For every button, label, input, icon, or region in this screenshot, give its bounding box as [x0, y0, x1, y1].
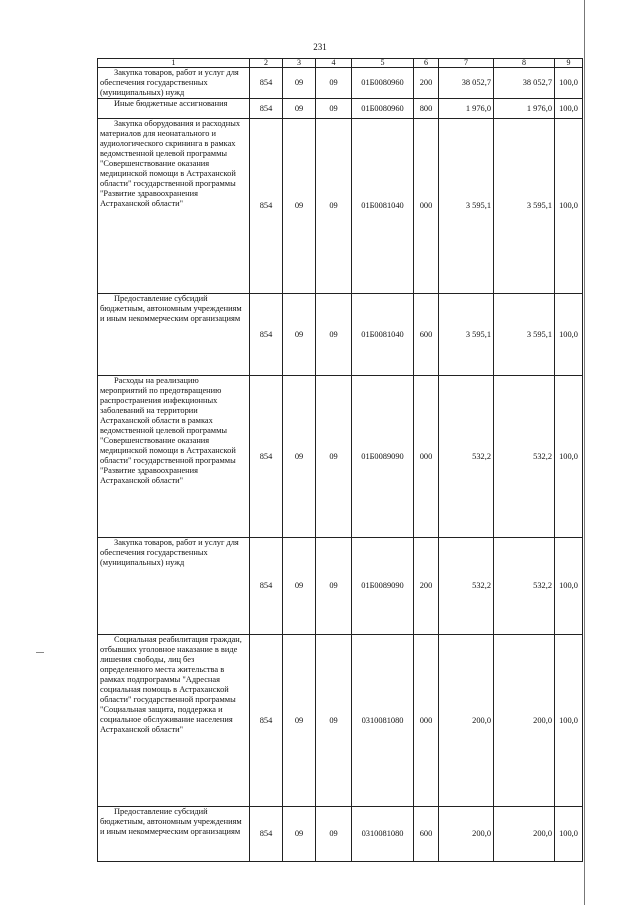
row-admin-code: 854 — [250, 119, 283, 294]
table-body — [98, 68, 583, 862]
row-admin-code: 854 — [250, 635, 283, 807]
table-row — [98, 635, 583, 807]
row-target-article: 01Б0080960 — [352, 99, 414, 119]
row-admin-code: 854 — [250, 807, 283, 862]
row-subsection: 09 — [316, 119, 352, 294]
row-admin-code: 854 — [250, 68, 283, 99]
table-row — [98, 119, 583, 294]
row-target-article: 0310081080 — [352, 807, 414, 862]
column-header-7: 7 — [439, 59, 494, 68]
row-description: Расходы на реализацию мероприятий по предотвращению распространения инфекционных заболеваний на территории Астраханской области в рамках ведомственной целевой программы "Совершенствование оказания медицинской помощи в Астраханской области" государственной программы "Развитие здравоохранения Астраханской области" — [98, 376, 250, 538]
row-expense-type: 600 — [414, 294, 439, 376]
row-target-article: 01Б0089090 — [352, 538, 414, 635]
budget-table — [97, 58, 583, 862]
row-planned-amount: 1 976,0 — [439, 99, 494, 119]
column-header-1: 1 — [98, 59, 250, 68]
row-expense-type: 000 — [414, 376, 439, 538]
row-admin-code: 854 — [250, 294, 283, 376]
row-description: Социальная реабилитация граждан, отбывших уголовное наказание в виде лишения свободы, лиц без определенного места жительства в рамках подпрограммы "Адресная социальная помощь в Астраханской области" государственной программы "Социальная защита, поддержка и социальное обслуживание населения Астраханской области" — [98, 635, 250, 807]
row-section: 09 — [283, 635, 316, 807]
row-subsection: 09 — [316, 68, 352, 99]
column-header-4: 4 — [316, 59, 352, 68]
row-target-article: 01Б0089090 — [352, 376, 414, 538]
column-header-8: 8 — [494, 59, 555, 68]
row-description: Закупка оборудования и расходных материалов для неонатального и аудиологического скрининга в рамках ведомственной целевой программы "Совершенствование оказания медицинской помощи в Астраханской области" государственной программы "Развитие здравоохранения Астраханской области" — [98, 119, 250, 294]
row-executed-amount: 532,2 — [494, 376, 555, 538]
row-percent: 100,0 — [555, 99, 583, 119]
table-row — [98, 376, 583, 538]
row-executed-amount: 200,0 — [494, 635, 555, 807]
row-executed-amount: 532,2 — [494, 538, 555, 635]
table-row — [98, 68, 583, 99]
row-executed-amount: 1 976,0 — [494, 99, 555, 119]
row-description: Закупка товаров, работ и услуг для обеспечения государственных (муниципальных) нужд — [98, 68, 250, 99]
row-subsection: 09 — [316, 99, 352, 119]
row-planned-amount: 200,0 — [439, 807, 494, 862]
row-expense-type: 000 — [414, 119, 439, 294]
column-header-2: 2 — [250, 59, 283, 68]
row-expense-type: 000 — [414, 635, 439, 807]
row-subsection: 09 — [316, 376, 352, 538]
row-description: Предоставление субсидий бюджетным, автономным учреждениям и иным некоммерческим организациям — [98, 807, 250, 862]
row-executed-amount: 200,0 — [494, 807, 555, 862]
row-admin-code: 854 — [250, 538, 283, 635]
table-row — [98, 807, 583, 862]
row-expense-type: 200 — [414, 68, 439, 99]
row-section: 09 — [283, 538, 316, 635]
row-section: 09 — [283, 294, 316, 376]
row-subsection: 09 — [316, 807, 352, 862]
row-admin-code: 854 — [250, 376, 283, 538]
row-executed-amount: 3 595,1 — [494, 294, 555, 376]
row-section: 09 — [283, 119, 316, 294]
row-subsection: 09 — [316, 538, 352, 635]
table-row — [98, 294, 583, 376]
row-expense-type: 600 — [414, 807, 439, 862]
table-row — [98, 538, 583, 635]
page-number: 231 — [313, 42, 327, 52]
row-planned-amount: 532,2 — [439, 538, 494, 635]
column-header-5: 5 — [352, 59, 414, 68]
column-header-9: 9 — [555, 59, 583, 68]
row-expense-type: 200 — [414, 538, 439, 635]
row-section: 09 — [283, 376, 316, 538]
column-header-3: 3 — [283, 59, 316, 68]
row-subsection: 09 — [316, 635, 352, 807]
row-planned-amount: 38 052,7 — [439, 68, 494, 99]
row-description: Предоставление субсидий бюджетным, автономным учреждениям и иным некоммерческим организациям — [98, 294, 250, 376]
row-target-article: 01Б0081040 — [352, 294, 414, 376]
header-row — [98, 59, 583, 68]
row-target-article: 0310081080 — [352, 635, 414, 807]
column-header-6: 6 — [414, 59, 439, 68]
row-percent: 100,0 — [555, 68, 583, 99]
page-edge-line — [584, 0, 585, 905]
row-percent: 100,0 — [555, 376, 583, 538]
row-executed-amount: 3 595,1 — [494, 119, 555, 294]
row-section: 09 — [283, 68, 316, 99]
row-admin-code: 854 — [250, 99, 283, 119]
row-section: 09 — [283, 807, 316, 862]
row-planned-amount: 532,2 — [439, 376, 494, 538]
row-executed-amount: 38 052,7 — [494, 68, 555, 99]
margin-mark — [36, 652, 44, 653]
row-percent: 100,0 — [555, 294, 583, 376]
row-planned-amount: 3 595,1 — [439, 294, 494, 376]
row-section: 09 — [283, 99, 316, 119]
row-expense-type: 800 — [414, 99, 439, 119]
row-target-article: 01Б0080960 — [352, 68, 414, 99]
row-planned-amount: 200,0 — [439, 635, 494, 807]
row-description: Закупка товаров, работ и услуг для обеспечения государственных (муниципальных) нужд — [98, 538, 250, 635]
row-percent: 100,0 — [555, 538, 583, 635]
row-percent: 100,0 — [555, 807, 583, 862]
row-percent: 100,0 — [555, 119, 583, 294]
table-row — [98, 99, 583, 119]
row-planned-amount: 3 595,1 — [439, 119, 494, 294]
row-description: Иные бюджетные ассигнования — [98, 99, 250, 119]
row-percent: 100,0 — [555, 635, 583, 807]
row-subsection: 09 — [316, 294, 352, 376]
row-target-article: 01Б0081040 — [352, 119, 414, 294]
